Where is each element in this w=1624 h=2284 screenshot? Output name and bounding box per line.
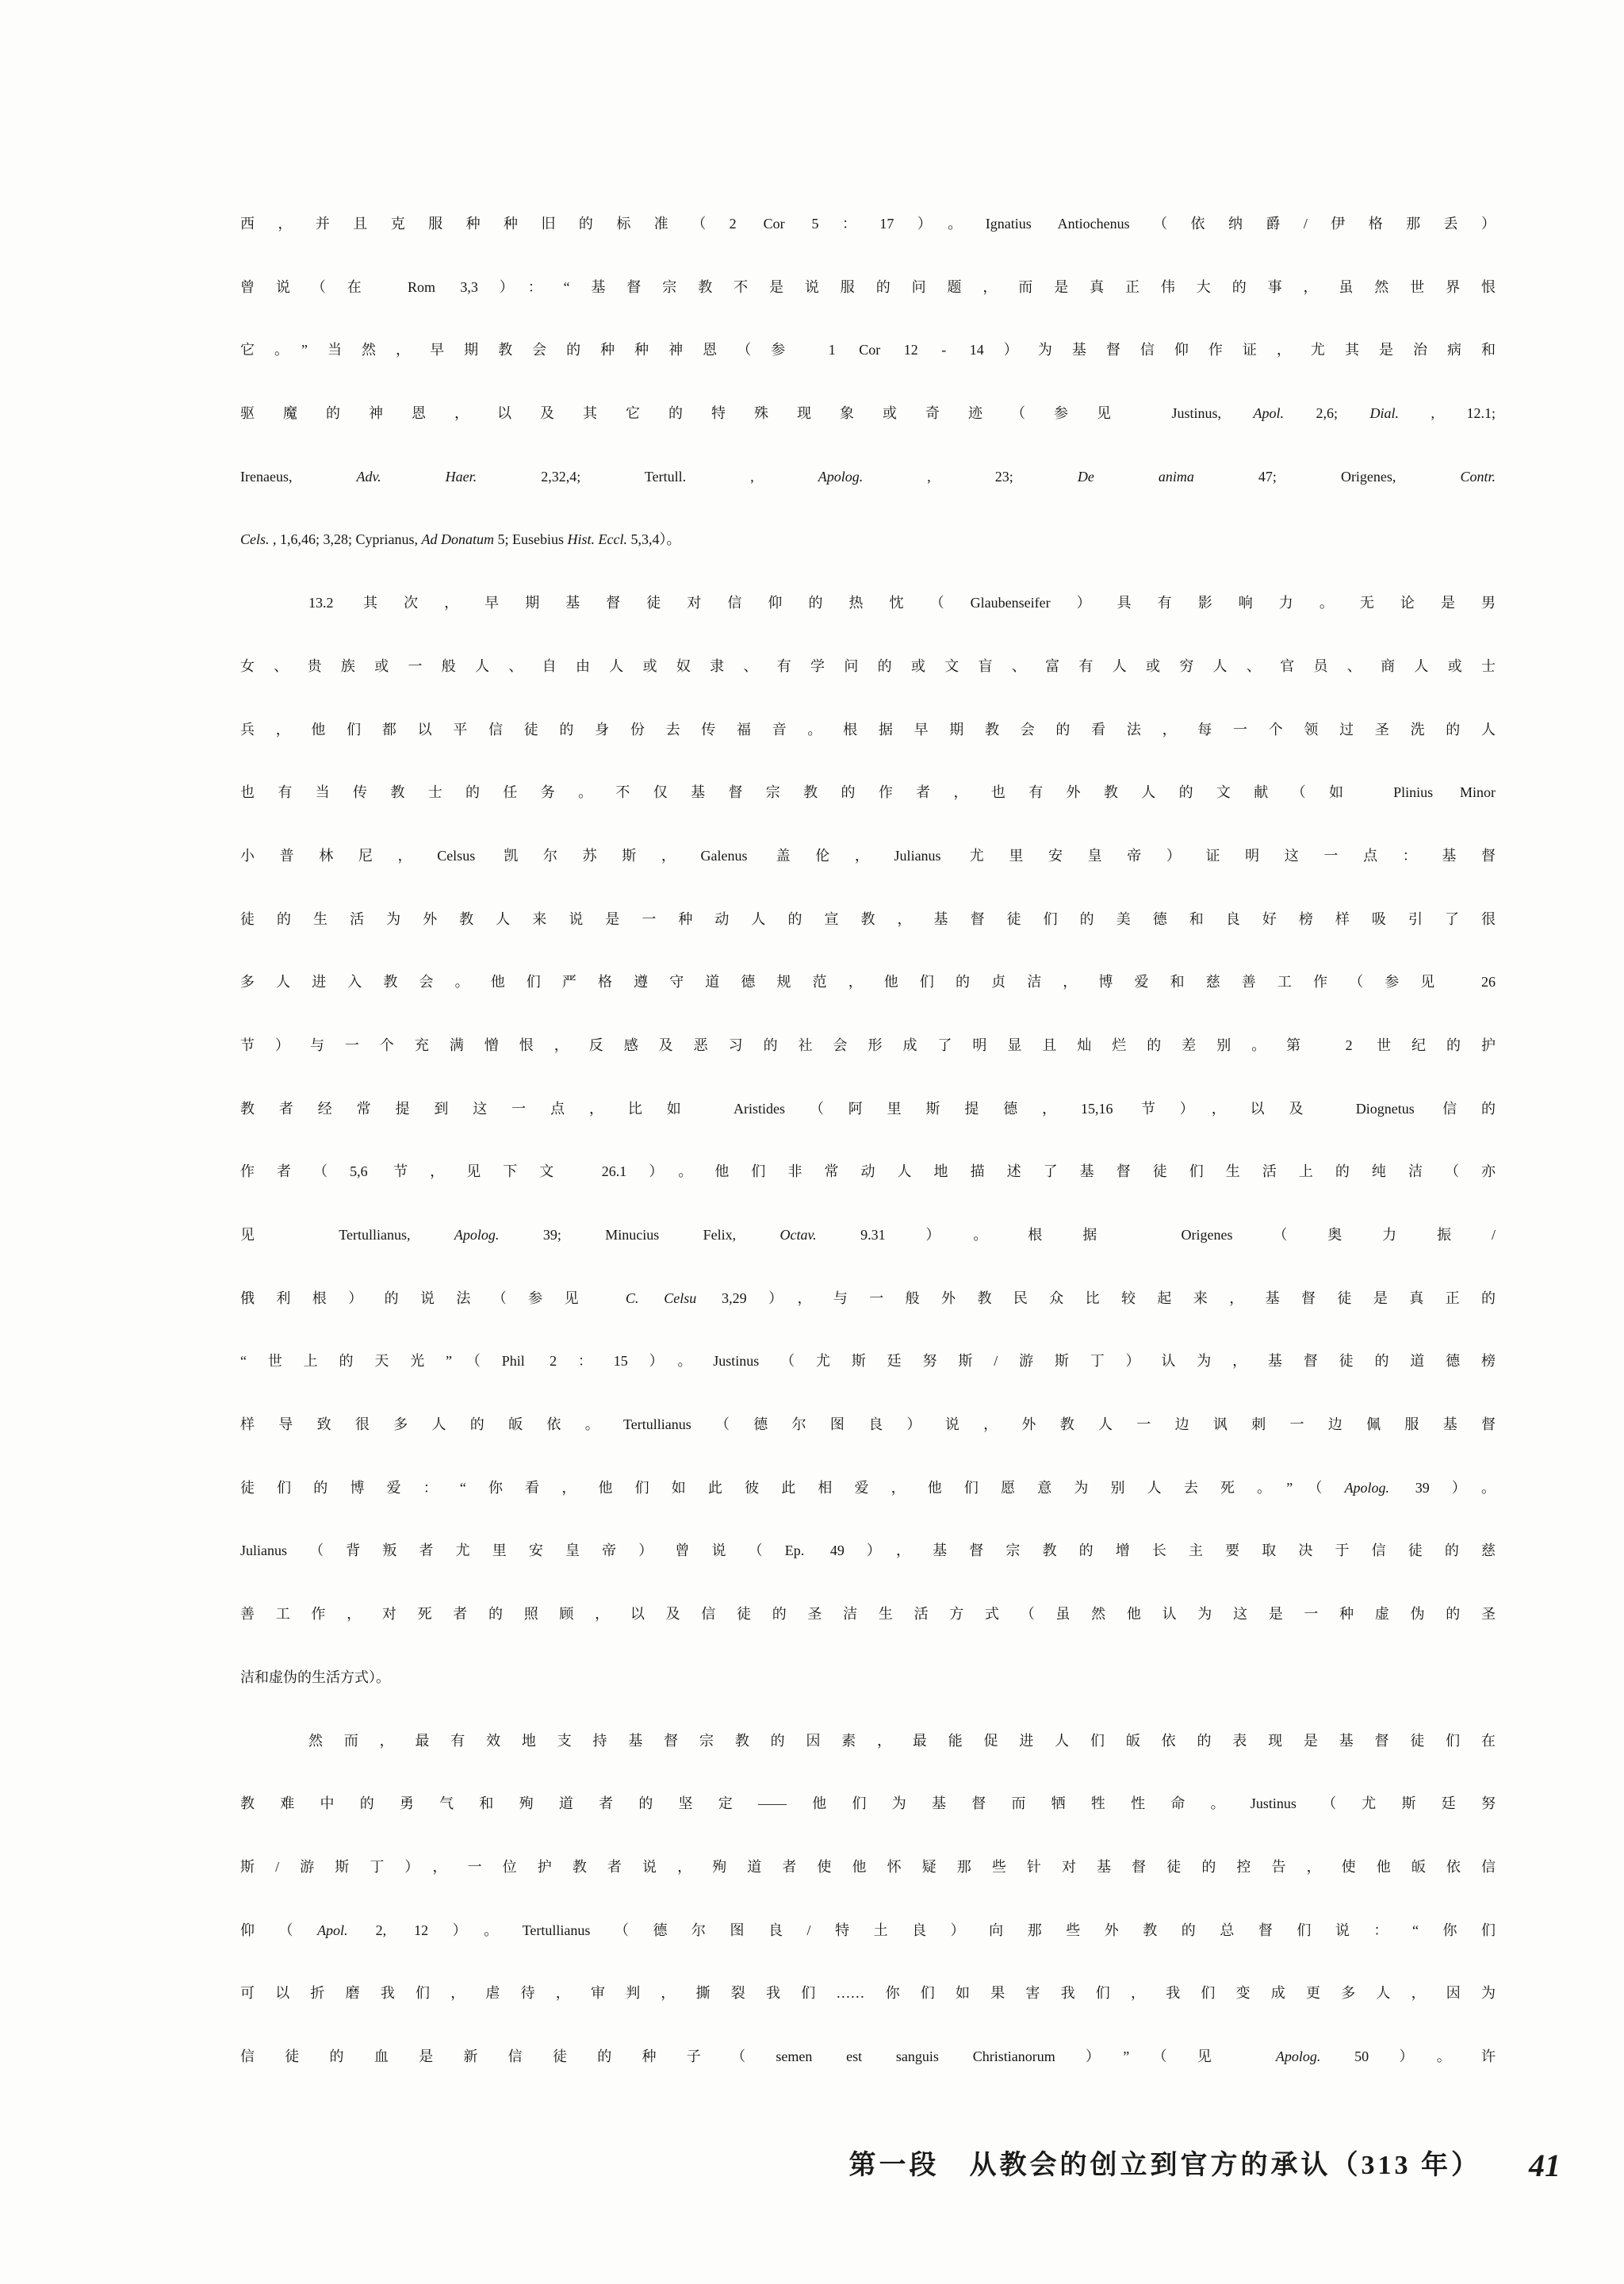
- text-run: 驱魔的神恩，以及其它的特殊现象或奇迹（参见 Justinus,: [240, 405, 1254, 422]
- text-line: [240, 699, 1496, 762]
- text-run: , 12.1;: [1398, 405, 1496, 422]
- text-run: 教难中的勇气和殉道者的坚定——他们为基督而牺牲性命。Justinus（尤斯廷努: [240, 1795, 1496, 1812]
- text-run: 斯/游斯丁），一位护教者说，殉道者使他怀疑那些针对基督徒的控告，使他皈依信: [240, 1858, 1496, 1875]
- text-line: [240, 1140, 1496, 1204]
- text-run: 也有当传教士的任务。不仅基督宗教的作者，也有外教人的文献（如 Plinius Minor: [240, 784, 1496, 801]
- text-line: [240, 1772, 1496, 1836]
- text-line: [240, 1710, 1496, 1773]
- italic-text-run: Adv. Haer.: [356, 468, 477, 485]
- text-run: 俄利根）的说法（参见: [240, 1290, 626, 1306]
- italic-text-run: Apol.: [317, 1922, 348, 1938]
- text-run: 善工作，对死者的照顾，以及信徒的圣洁生活方式（虽然他认为这是一种虚伪的圣: [240, 1606, 1496, 1623]
- text-line: [240, 508, 1496, 572]
- text-run: 信徒的血是新信徒的种子（semen est sanguis Christianorum）”（见: [240, 2048, 1276, 2064]
- text-run: 然而，最有效地支持基督宗教的因素，最能促进人们皈依的表现是基督徒们在: [308, 1732, 1496, 1749]
- text-run: 兵，他们都以平信徒的身份去传福音。根据早期教会的看法，每一个领过圣洗的人: [240, 721, 1496, 738]
- text-line: [240, 1014, 1496, 1078]
- text-run: 徒的生活为外教人来说是一种动人的宣教，基督徒们的美德和良好榜样吸引了很: [240, 910, 1496, 927]
- text-run: 曾说（在 Rom 3,3）：“基督宗教不是说服的问题，而是真正伟大的事，虽然世界恨: [240, 278, 1496, 295]
- text-run: , 23;: [863, 468, 1078, 485]
- italic-text-run: Hist. Eccl.: [567, 531, 627, 548]
- text-run: 作者（5,6 节，见下文 26.1）。他们非常动人地描述了基督徒们生活上的纯洁（亦: [240, 1163, 1496, 1180]
- text-run: 39）。: [1389, 1479, 1496, 1496]
- text-line: [240, 825, 1496, 888]
- text-run: 50）。许: [1320, 2048, 1496, 2064]
- text-run: 女、贵族或一般人、自由人或奴隶、有学问的或文盲、富有人或穷人、官员、商人或士: [240, 657, 1496, 674]
- italic-text-run: Apolog.: [818, 468, 864, 485]
- text-run: 5; Eusebius: [494, 531, 568, 548]
- text-line: [240, 1204, 1496, 1267]
- text-run: 2,6;: [1283, 405, 1370, 422]
- text-run: 5,3,4）。: [627, 531, 681, 548]
- text-run: 仰（: [240, 1922, 318, 1938]
- text-run: 13.2 其次，早期基督徒对信仰的热忱（Glaubenseifer）具有影响力。无论是男: [308, 595, 1496, 611]
- italic-text-run: Octav.: [779, 1227, 817, 1243]
- text-run: 西，并且克服种种旧的标准（2 Cor 5：17）。Ignatius Antiochenus（依纳爵/伊格那丢）: [240, 216, 1496, 232]
- text-line: [240, 951, 1496, 1014]
- text-line: [240, 446, 1496, 509]
- text-line: [240, 1078, 1496, 1141]
- text-line: [240, 1899, 1496, 1963]
- italic-text-run: De anima: [1077, 468, 1194, 485]
- text-run: 小普林尼，Celsus 凯尔苏斯，Galenus 盖伦，Julianus 尤里安皇帝）证明这一点：基督: [240, 847, 1496, 864]
- text-line: [240, 1962, 1496, 2025]
- text-line: [240, 382, 1496, 446]
- text-run: 样导致很多人的皈依。Tertullianus（德尔图良）说，外教人一边讽刺一边佩服基督: [240, 1416, 1496, 1433]
- text-run: 2, 12）。Tertullianus（德尔图良/特土良）向那些外教的总督们说：“你们: [347, 1922, 1496, 1938]
- italic-text-run: Apol.: [1253, 405, 1284, 422]
- text-line: [240, 1836, 1496, 1899]
- text-line: [240, 256, 1496, 320]
- text-line: [240, 1267, 1496, 1331]
- text-line: [240, 888, 1496, 952]
- text-line: [240, 635, 1496, 699]
- text-line: [240, 1646, 1496, 1710]
- text-line: [240, 319, 1496, 382]
- paragraph-continued: [240, 193, 1496, 572]
- text-line: [240, 2025, 1496, 2089]
- text-line: [240, 1583, 1496, 1646]
- italic-text-run: C. Celsu: [625, 1290, 697, 1306]
- italic-text-run: Apolog.: [454, 1227, 500, 1243]
- text-run: 9.31）。根据 Origenes（奥力振/: [816, 1227, 1496, 1243]
- text-run: “世上的天光”（Phil 2：15）。Justinus（尤斯廷努斯/游斯丁）认为，基督徒的道德榜: [240, 1353, 1496, 1370]
- text-run: 3,29），与一般外教民众比较起来，基督徒是真正的: [696, 1290, 1496, 1306]
- text-run: 它。”当然，早期教会的种种神恩（参 1 Cor 12 - 14）为基督信仰作证，尤其是治病和: [240, 342, 1496, 358]
- text-line: [240, 1457, 1496, 1520]
- text-run: 2,32,4; Tertull. ,: [477, 468, 818, 485]
- italic-text-run: Ad Donatum: [421, 531, 495, 548]
- text-run: Julianus（背叛者尤里安皇帝）曾说（Ep. 49），基督宗教的增长主要取决于信徒的慈: [240, 1542, 1496, 1559]
- text-run: 多人进入教会。他们严格遵守道德规范，他们的贞洁，博爱和慈善工作（参见 26: [240, 974, 1496, 991]
- paragraph-13-2: [240, 572, 1496, 1709]
- text-line: [240, 761, 1496, 825]
- text-line: [240, 193, 1496, 256]
- text-run: Irenaeus,: [240, 468, 357, 485]
- text-line: [240, 1393, 1496, 1457]
- paragraph-martyrs: [240, 1710, 1496, 2089]
- text-run: 徒们的博爱：“你看，他们如此彼此相爱，他们愿意为别人去死。”（: [240, 1479, 1345, 1496]
- italic-text-run: Dial.: [1369, 405, 1399, 422]
- text-line: [240, 572, 1496, 635]
- italic-text-run: Apolog.: [1275, 2048, 1321, 2064]
- text-run: 39; Minucius Felix,: [499, 1227, 780, 1243]
- text-line: [240, 1330, 1496, 1393]
- text-run: 见 Tertullianus,: [240, 1227, 454, 1243]
- italic-text-run: Cels.: [240, 531, 270, 548]
- text-run: 47; Origenes,: [1193, 468, 1461, 485]
- body-text: [240, 193, 1496, 2089]
- text-run: 洁和虚伪的生活方式）。: [240, 1669, 390, 1685]
- italic-text-run: Apolog.: [1344, 1479, 1390, 1496]
- italic-text-run: Contr.: [1460, 468, 1496, 485]
- text-run: 教者经常提到这一点，比如 Aristides（阿里斯提德，15,16 节），以及 Diognetus 信的: [240, 1100, 1496, 1117]
- text-run: , 1,6,46; 3,28; Cyprianus,: [269, 531, 422, 548]
- page-number: 41: [1529, 2148, 1561, 2183]
- running-footer: 第一段 从教会的创立到官方的承认（313 年）: [848, 2151, 1481, 2180]
- text-run: 可以折磨我们，虐待，审判，撕裂我们……你们如果害我们，我们变成更多人，因为: [240, 1985, 1496, 2002]
- text-line: [240, 1519, 1496, 1583]
- text-run: 节）与一个充满憎恨，反感及恶习的社会形成了明显且灿烂的差别。第 2 世纪的护: [240, 1037, 1496, 1053]
